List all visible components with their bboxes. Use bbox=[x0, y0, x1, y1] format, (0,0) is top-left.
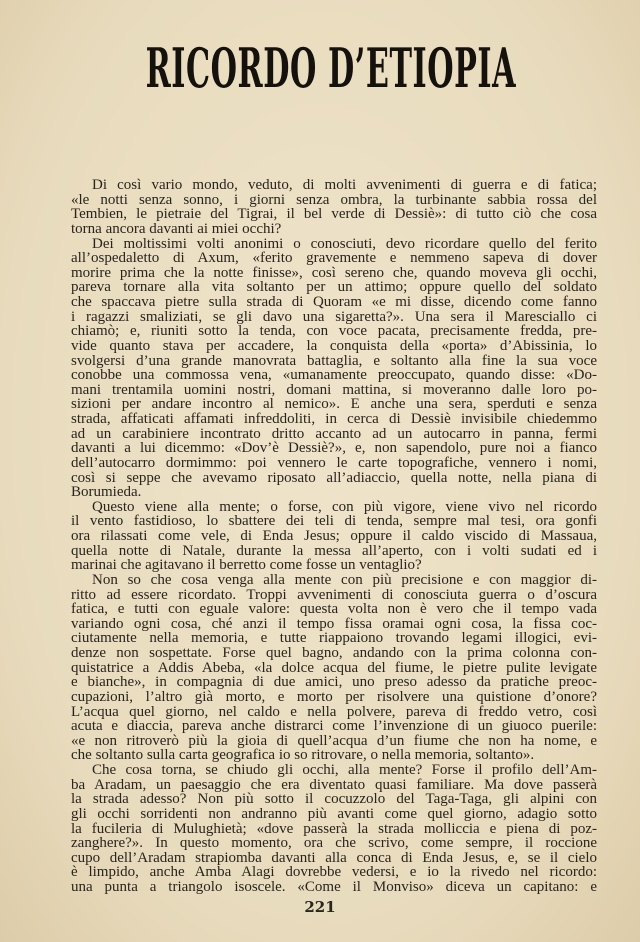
text-line: chiamò; e, riuniti sotto la tenda, con voce pacata, precisamente fredda, pre- bbox=[71, 323, 597, 340]
text-line: quella notte di Natale, durante la messa all’aperto, con i volti sudati ed i bbox=[71, 542, 597, 559]
text-line: davanti a lui dicemmo: «Dov’è Dessiè?», e, non sapendolo, pure noi a fianco bbox=[71, 440, 597, 457]
paragraph bbox=[71, 763, 597, 895]
text-line: la strada adesso? Non più sotto il cocuzzolo del Taga-Taga, gli alpini con bbox=[71, 791, 597, 808]
text-line: ora rilassati come vele, di Enda Jesus; oppure il caldo viscido di Massaua, bbox=[71, 528, 597, 544]
text-line: ad un carabiniere incontrato dritto accanto ad un autocarro in panna, fermi bbox=[71, 425, 597, 442]
text-line: L’acqua quel giorno, nel caldo e nella polvere, pareva di freddo vetro, così bbox=[71, 703, 597, 720]
text-line: morire prima che la notte finisse», così sereno che, quando moveva gli occhi, bbox=[71, 264, 597, 281]
text-line: ba Aradam, un paesaggio che era diventato quasi familiare. Ma dove passerà bbox=[71, 776, 597, 793]
text-line: Non so che cosa venga alla mente con più precisione e con maggior di- bbox=[92, 571, 597, 588]
paragraph bbox=[71, 237, 597, 500]
text-line: ciutamente nella memoria, e tutte riappaiono trovando legami illogici, evi- bbox=[71, 630, 597, 647]
text-line: dell’autocarro dormimmo: poi vennero le carte topografiche, vennero i nomi, bbox=[71, 454, 597, 471]
text-line: acuta e diaccia, pareva anche distrarci come l’invenzione di un giuoco puerile: bbox=[71, 718, 597, 735]
text-line: che spaccava pietre sulla strada di Quoram «e mi disse, dicendo come fanno bbox=[71, 294, 597, 310]
text-line: quistatrice a Addis Abeba, «la dolce acqua del fiume, le pietre pulite levigate bbox=[71, 659, 597, 676]
text-line: Questo viene alla mente; o forse, con più vigore, viene vivo nel ricordo bbox=[92, 498, 597, 515]
text-line: svolgersi d’una grande manovrata battaglia, e soltanto alla fine la sua voce bbox=[71, 352, 597, 369]
text-line: denze non sospettate. Forse quel bagno, andando con la prima colonna con- bbox=[71, 645, 597, 661]
text-line: sizioni per andare incontro al nemico». E anche una sera, sperduti e senza bbox=[71, 396, 597, 413]
text-line: il vento fastidioso, lo sbattere dei teli di tenda, sempre mal tesi, ora gonfi bbox=[71, 513, 597, 530]
text-line: cupazioni, l’altro già morto, e morto per risolvere una quistione d’onore? bbox=[71, 688, 597, 705]
text-line: cupo dell’Aradam strapiomba davanti alla conca di Enda Jesus, e, se il cielo bbox=[71, 849, 597, 866]
text-line: torna ancora davanti ai miei occhi? bbox=[71, 220, 282, 237]
text-line: così si seppe che avevamo riposato all’adiaccio, quella notte, nella piana di bbox=[71, 469, 597, 486]
text-line: «e non ritroverò più la gioia di quell’acqua d’un fiume che non ha nome, e bbox=[71, 732, 597, 749]
text-line: che soltanto sulla carta geografica io so ritrovare, o nella memoria, soltanto». bbox=[71, 747, 535, 764]
text-line: ritto ad essere ricordato. Troppi avvenimenti di conosciuta guerra o d’oscura bbox=[71, 586, 597, 603]
text-line: è limpido, anche Amba Alagi dovrebbe vedersi, e io la rivedo nel ricordo: bbox=[71, 864, 597, 881]
article-title: RICORDO D’ETIOPIA bbox=[145, 36, 517, 100]
text-line: una punta a triangolo isoscele. «Come il Monviso» diceva un capitano: e bbox=[71, 879, 597, 895]
page-number: 221 bbox=[304, 898, 336, 916]
text-line: i ragazzi smaliziati, se gli davo una sigaretta?». Una sera il Maresciallo ci bbox=[71, 308, 597, 325]
text-line: Tembien, le pietraie del Tigrai, il bel verde di Dessiè»: di tutto ciò che cosa bbox=[71, 206, 597, 223]
text-line: fatica, e tutti con eguale valore: questa volta non è vero che il tempo vada bbox=[71, 601, 597, 618]
paragraph bbox=[71, 178, 597, 237]
text-line: Che cosa torna, se chiudo gli occhi, alla mente? Forse il profilo dell’Am- bbox=[92, 762, 597, 778]
text-line: strada, affaticati affamati infreddoliti, in cerca di Dessiè invisibile chiedemmo bbox=[71, 411, 597, 427]
text-line: Borumieda. bbox=[71, 484, 142, 501]
text-line: mani trentamila uomini nostri, domani mattina, si moveranno dalle loro po- bbox=[71, 381, 597, 398]
text-line: «le notti senza sonno, i giorni senza ombra, la turbinante sabbia rossa del bbox=[71, 191, 597, 208]
paragraph bbox=[71, 573, 597, 763]
article-body bbox=[71, 178, 597, 895]
text-line: e bianche», in compagnia di due amici, uno preso adesso da pratiche preoc- bbox=[71, 674, 597, 691]
text-line: Di così vario mondo, veduto, di molti avvenimenti di guerra e di fatica; bbox=[92, 177, 597, 193]
text-line: la fucileria di Mulughietà; «dove passerà la strada molliccia e piena di poz- bbox=[71, 820, 597, 837]
text-line: conobbe una commossa vena, «umanamente preoccupato, quando disse: «Do- bbox=[71, 367, 597, 384]
text-line: variando ogni cosa, ché anzi il tempo fissa oramai ogni cosa, la fissa coc- bbox=[71, 615, 597, 632]
text-line: marinai che agitavano il berretto come fosse un ventaglio? bbox=[71, 557, 422, 574]
text-line: gli occhi sorridenti non andranno più avanti come quel giorno, adagio sotto bbox=[71, 805, 597, 822]
text-line: pareva tornare alla vita soltanto per un attimo; oppure quello del soldato bbox=[71, 279, 597, 296]
text-line: Dei moltissimi volti anonimi o conosciuti, devo ricordare quello del ferito bbox=[92, 235, 597, 252]
paragraph bbox=[71, 500, 597, 573]
article-header bbox=[0, 36, 640, 100]
text-line: all’ospedaletto di Axum, «ferito gravemente e nemmeno sapeva di dover bbox=[71, 250, 597, 267]
text-line: vide quanto stava per accadere, la conquista della «porta» d’Abissinia, lo bbox=[71, 337, 597, 354]
text-line: zanghere?». In questo momento, ora che scrivo, come sempre, il roccione bbox=[71, 835, 597, 852]
